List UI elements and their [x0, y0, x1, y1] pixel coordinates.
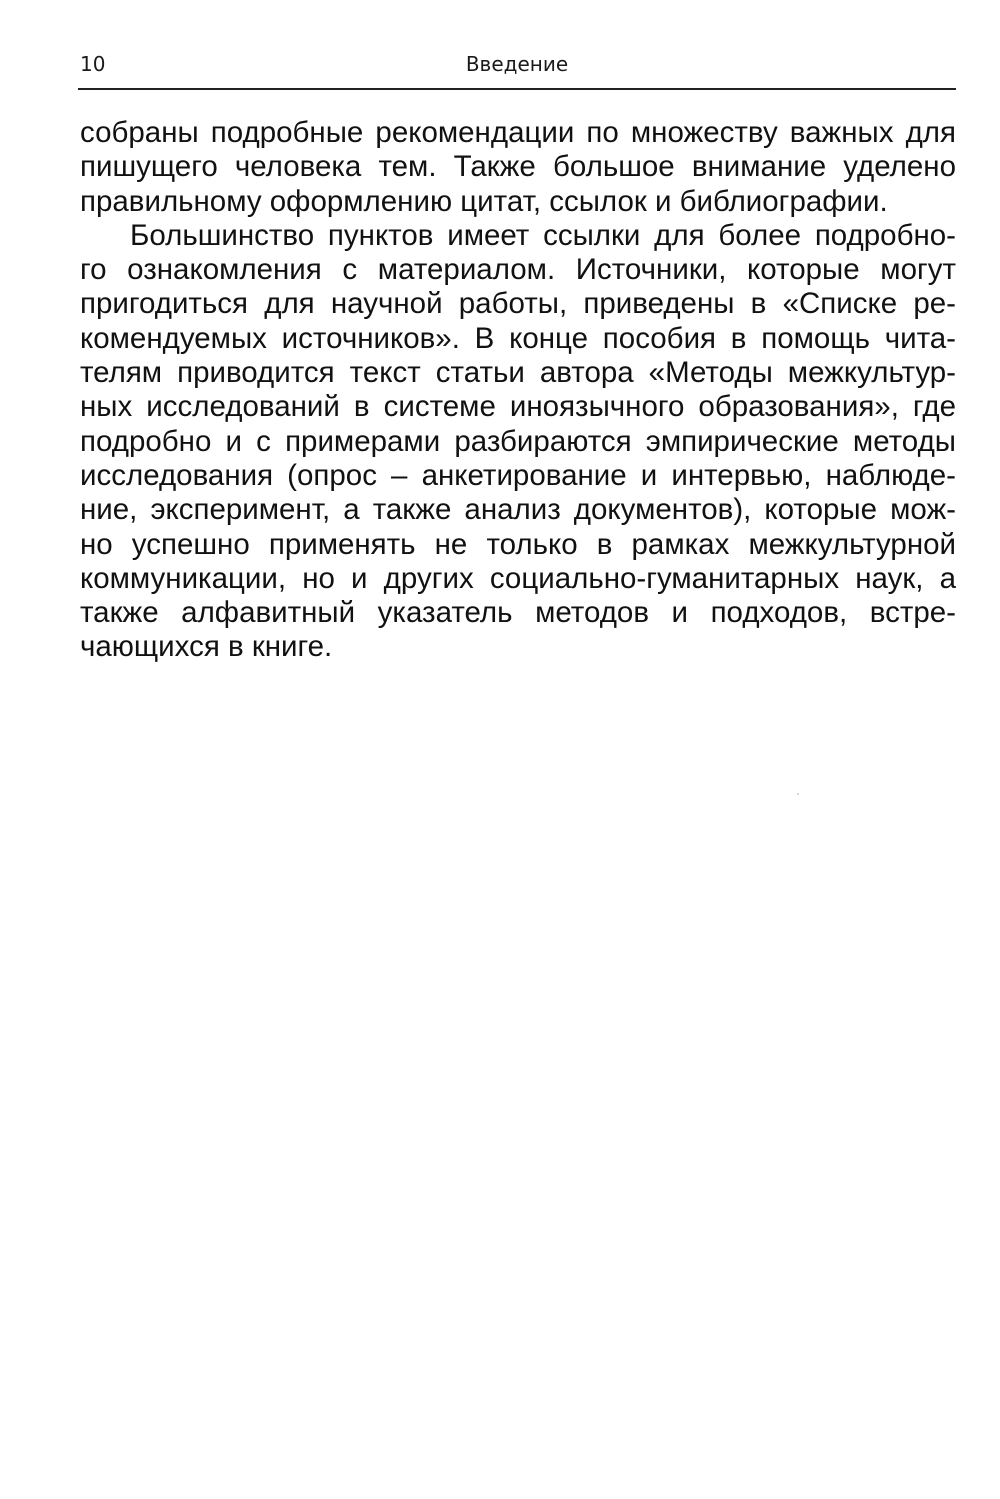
- text-line: но успешно применять не только в рамках межкультурной: [80, 527, 956, 561]
- text-line: го ознакомления с материалом. Источники, которые могут: [80, 253, 956, 287]
- page-number: 10: [80, 52, 106, 76]
- text-line: ние, эксперимент, а также анализ документов), которые мож-: [80, 493, 956, 527]
- scan-speck: [797, 793, 799, 795]
- text-line: Большинство пунктов имеет ссылки для более подробно-: [130, 218, 956, 252]
- text-line: подробно и с примерами разбираются эмпирические методы: [80, 424, 956, 458]
- running-head: [78, 48, 956, 90]
- paragraph-2: [80, 219, 956, 665]
- running-title: Введение: [465, 52, 569, 76]
- text-line: телям приводится текст статьи автора «Методы межкультур-: [80, 356, 956, 390]
- text-line: собраны подробные рекомендации по множеству важных для: [80, 116, 956, 149]
- text-line: чающихся в книге.: [80, 630, 333, 664]
- text-line: пригодиться для научной работы, приведены в «Списке ре-: [80, 287, 956, 321]
- text-line: комендуемых источников». В конце пособия в помощь чита-: [80, 321, 956, 355]
- paragraph-1: [80, 116, 956, 219]
- text-line: правильному оформлению цитат, ссылок и библиографии.: [80, 184, 888, 218]
- text-line: исследования (опрос – анкетирование и интервью, наблюде-: [80, 458, 956, 492]
- text-line: коммуникации, но и других социально-гуманитарных наук, а: [80, 561, 956, 595]
- text-line: также алфавитный указатель методов и подходов, встре-: [80, 596, 956, 630]
- text-line: ных исследований в системе иноязычного образования», где: [80, 390, 956, 424]
- body-text: [80, 116, 956, 665]
- text-line: пишущего человека тем. Также большое внимание уделено: [80, 150, 956, 184]
